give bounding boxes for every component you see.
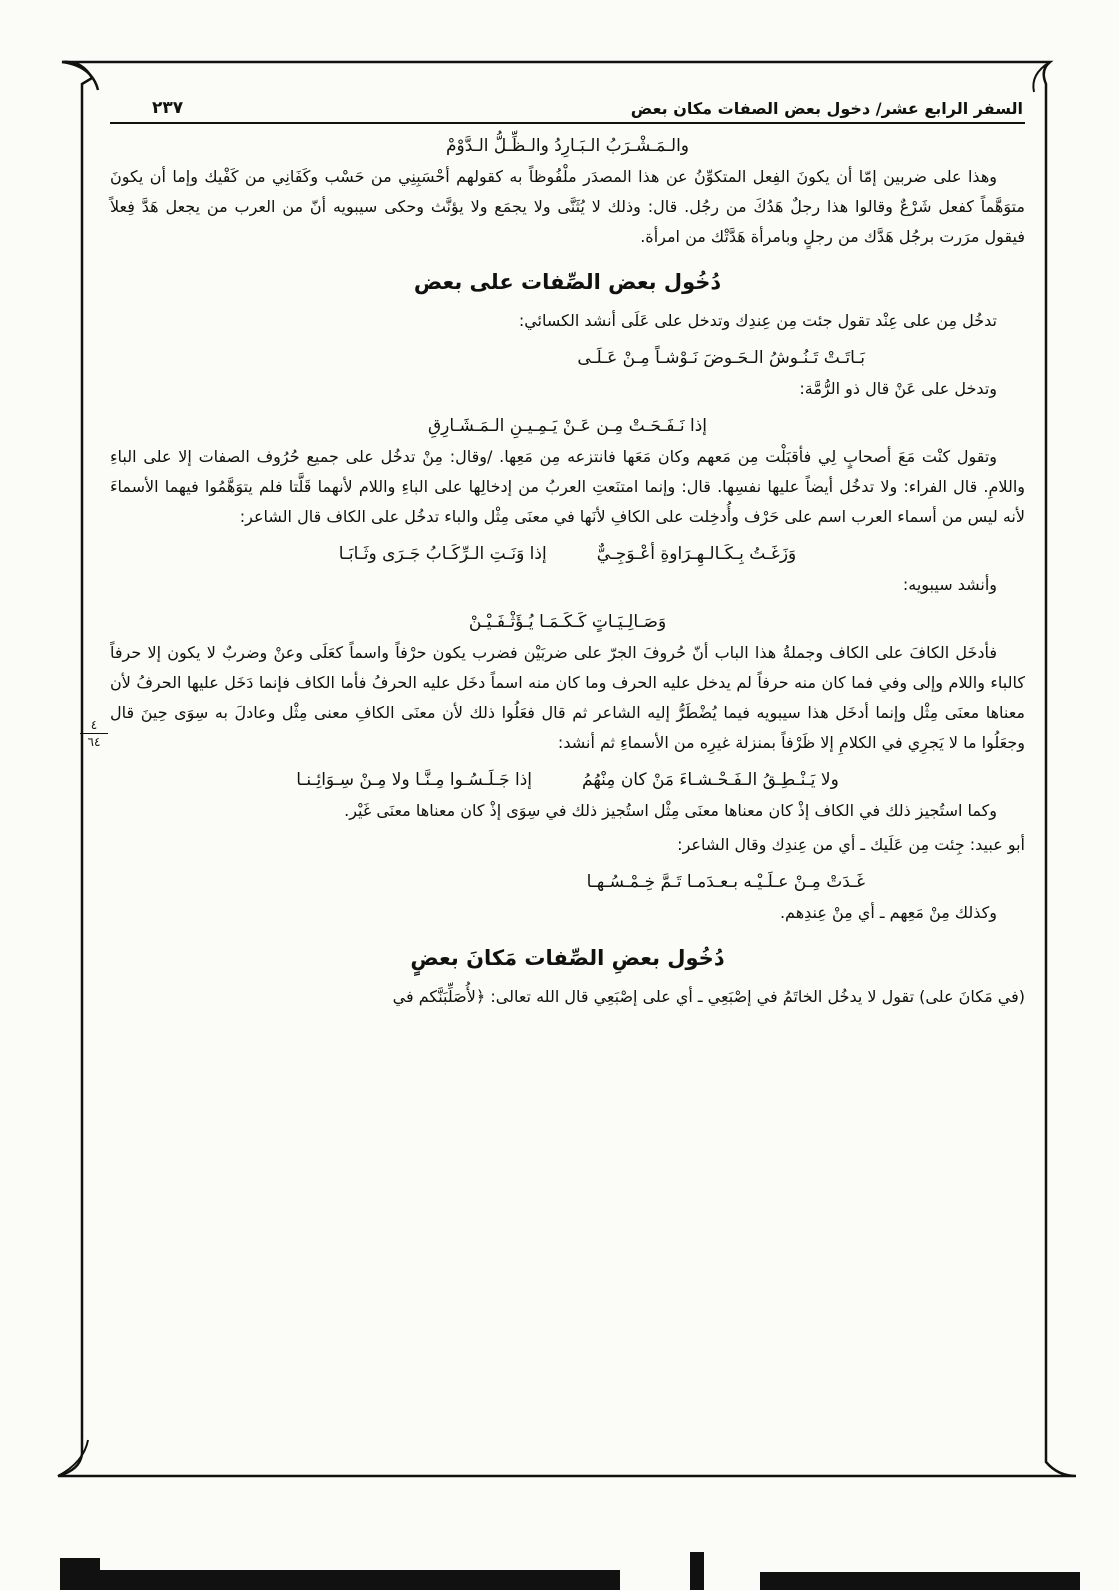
verse-line: والـمَـشْـرَبُ الـبَـارِدُ والـظِّـلُّ الـدَّوْمْ	[445, 136, 690, 156]
running-header	[110, 78, 1025, 124]
verse-hemistich-second: إذا وَنَـتِ الـرِّكَـابُ جَـرَى وثَـابَـا	[338, 544, 547, 564]
verse-couplet	[110, 770, 1025, 790]
section-heading: دُخُول بعضِ الصِّفات مَكانَ بعضٍ	[410, 946, 725, 970]
page-number: ٢٣٧	[152, 98, 184, 118]
body-line: وتدخل على عَنْ قال ذو الرُّمَّة:	[799, 379, 997, 398]
margin-note-bottom: ٦٤	[87, 735, 101, 749]
body-line: تدخُل مِن على عِنْد تقول جئت مِن عِندِك وتدخل على عَلَى أنشد الكسائي:	[518, 311, 997, 330]
section-heading: دُخُول بعض الصِّفات على بعض	[413, 270, 722, 294]
margin-note-top: ٤	[90, 718, 98, 732]
body-paragraph: وتقول كنْت مَعَ أصحابٍ لِي فأقبَلْت مِن مَعهم وكان مَعَها فانتزعه مِن مَعِها. /وقال: مِنْ تدخُل على جميع حُرُوف الصفات إلا على الباءِ واللامِ. قال الفراء: ولا تدخُل أيضاً عليها نفسِها. قال: وإنما امتنَعتِ العربُ من إدخالِها على الباءِ واللام لأنهما قَلَّتا فلم يتوَهَّمُوا فيهما الأسماءَ لأنه ليس من أسماء العرب اسم على حَرْف وأُدخِلت على الكافِ لأنَها في معنَى مِثْل والباء تدخُل على الكاف قال الشاعر:	[110, 447, 1025, 526]
verse-line: وَصَـالِـيَـاتٍ كَـكَـمَـا يُـؤَثْـفَـيْـنْ	[468, 612, 667, 632]
body-line: أبو عبيد: جِئت مِن عَلَيك ـ أي من عِندِك وقال الشاعر:	[677, 835, 1025, 854]
verse-hemistich-second: إذا جَـلَـسُـوا مِـنَّـا ولا مِـنْ سِـوَائِـنـا	[296, 770, 533, 790]
verse-hemistich-first: وَزَغَـتُ بِـكَـالـهِـرَاوةِ أعْـوَجِـيٌّ	[596, 544, 797, 564]
body-line: (في مَكانَ على) تقول لا يدخُل الخاتَمُ في إصْبَعِي ـ أي على إصْبَعِي قال الله تعالى: ﴿لأُصَلِّبَنَّكم في	[392, 987, 1025, 1006]
verse-couplet	[110, 544, 1025, 564]
scan-edge-marks	[0, 1540, 1119, 1590]
book-page	[87, 78, 1025, 1012]
margin-note-divider	[80, 733, 108, 734]
body-line: وكذلك مِنْ مَعِهم ـ أي مِنْ عِندِهم.	[779, 903, 997, 922]
verse-line: بَـاتَـتْ تَـنُـوشُ الـحَـوضَ نَـوْشـاً مِـنْ عَـلَـى	[577, 348, 865, 368]
verse-line: إذا نَـفَـحَـتْ مِـن عَـنْ يَـمِـيـنِ الـمَـشَـارِقِ	[427, 416, 708, 436]
body-paragraph: فأدخَل الكافَ على الكاف وجملةُ هذا الباب أنّ حُروفَ الجرّ على ضربَيْن فضرب يكون حرْفاً واسماً كعَلَى وعنْ وضربٌ لا يكون إلا حرفاً كالباء واللام وإلى وفي فما كان منه حرفاً لم يدخل عليه الحرف وما كان منه اسماً دخَل عليه الحرفُ فأما الكاف فإنما دَخَل عليها الحرفُ لأن معناها معنَى مِثْل وإنما أدخَل هذا سيبويه فيما يُضْطَرُّ إليه الشاعر ثم قال فعَلُوا ذلك لأن معنَى الكافِ معنى مِثْل وعادلَ به سِوَى حِينَ قال وجعَلُوا ما لا يَجرِي في الكلامِ إلا ظَرْفاً بمنزلة غيرِه من الأسماءِ ثم أنشد:	[110, 643, 1025, 752]
verse-hemistich-first: ولا يَـنْـطِـقُ الـفَـحْـشـاءَ مَنْ كان مِنْهُمُ	[582, 770, 839, 790]
body-paragraph: وهذا على ضربين إمّا أن يكونَ الفِعل المتكوِّنُ عن هذا المصدَر ملْفُوظاً به كقولهم أحْسَبِنِي من حَسْب وكَفَانِي من كَفْيك وإما أن يكونَ متوَهَّماً كفعل شَرْعٌ وقالوا هذا رجلٌ هَدُكَ من رجُل. قال: وذلك لا يُثَنَّى ولا يجمَع ولا يؤنَّث وحكى سيبويه أنّ من العرب من يجعل هَدَّ فِعلاً فيقول مرَرت برجُل هَدَّك من رجلٍ وبامرأة هَدَّتْك من امرأة.	[110, 167, 1025, 246]
body-line: وأنشد سيبويه:	[902, 575, 997, 594]
verse-line: غَـدَتْ مِـنْ عـلَـيْـه بـعـدَمـا تَـمَّ خِـمْـسُـهـا	[586, 872, 865, 892]
running-header-title: السفر الرابع عشر/ دخول بعض الصفات مكان بعض	[630, 99, 1023, 118]
body-paragraph: وكما استُجيز ذلك في الكاف إذْ كان معناها معنَى مِثْل استُجيز ذلك في سِوَى إذْ كان معناها معنَى غَيْر.	[344, 801, 997, 820]
margin-folio-note	[80, 718, 108, 749]
